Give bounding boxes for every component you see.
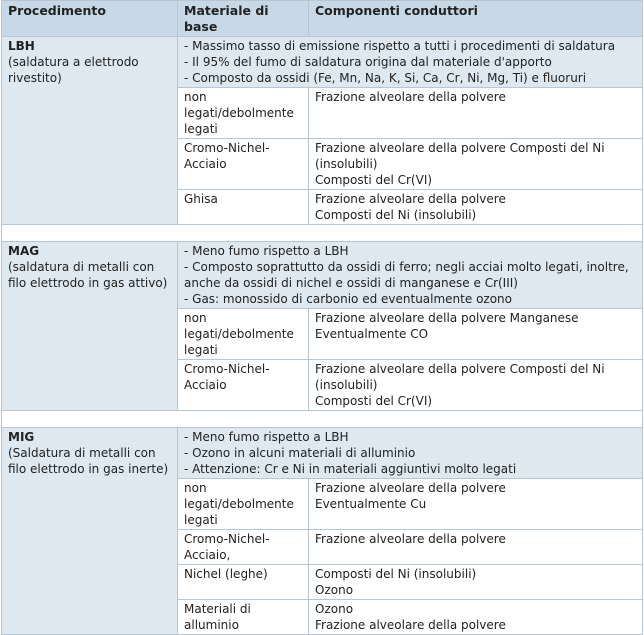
note-item: - Ozono in alcuni materiali di alluminio	[184, 446, 416, 460]
procedure-title: LBH	[8, 39, 35, 53]
section-mig-header	[2, 428, 643, 479]
material-cell: Cromo-Nichel-Acciaio,	[178, 530, 309, 565]
note-item: - Meno fumo rispetto a LBH	[184, 244, 349, 258]
spacer-row	[2, 225, 643, 242]
material-cell: non legati/debolmente legati	[178, 479, 309, 530]
component-line: Frazione alveolare della polvere Composti del Ni (insolubili)	[315, 362, 605, 392]
component-line: Composti del Cr(VI)	[315, 173, 433, 187]
components-cell	[309, 479, 643, 530]
component-line: Frazione alveolare della polvere	[315, 481, 506, 495]
components-cell	[309, 309, 643, 360]
component-line: Frazione alveolare della polvere	[315, 192, 506, 206]
note-item: - Meno fumo rispetto a LBH	[184, 430, 349, 444]
material-cell: Ghisa	[178, 190, 309, 225]
components-cell	[309, 360, 643, 411]
material-cell: Cromo-Nichel-Acciaio	[178, 360, 309, 411]
component-line: Ozono	[315, 602, 354, 616]
components-cell	[309, 190, 643, 225]
components-cell	[309, 565, 643, 600]
spacer-row	[2, 411, 643, 428]
material-cell: non legati/debolmente legati	[178, 88, 309, 139]
welding-fumes-table	[1, 0, 643, 635]
procedure-subtitle: (saldatura a elettrodo rivestito)	[8, 55, 139, 85]
material-cell: Nichel (leghe)	[178, 565, 309, 600]
component-line: Ozono	[315, 583, 354, 597]
note-item: - Gas: monossido di carbonio ed eventualmente ozono	[184, 292, 512, 306]
procedure-cell-mag	[2, 242, 178, 411]
components-cell	[309, 88, 643, 139]
component-line: Frazione alveolare della polvere Composti del Ni (insolubili)	[315, 141, 605, 171]
material-cell: Materiali di alluminio	[178, 600, 309, 635]
component-line: Composti del Ni (insolubili)	[315, 567, 477, 581]
header-componenti: Componenti conduttori	[309, 1, 643, 37]
component-line: Frazione alveolare della polvere Manganese	[315, 311, 579, 325]
spacer-cell	[2, 411, 643, 428]
component-line: Frazione alveolare della polvere	[315, 90, 506, 104]
component-line: Eventualmente Cu	[315, 497, 427, 511]
component-line: Composti del Cr(VI)	[315, 394, 433, 408]
procedure-title: MIG	[8, 430, 35, 444]
components-cell	[309, 600, 643, 635]
components-cell	[309, 530, 643, 565]
material-cell: Cromo-Nichel-Acciaio	[178, 139, 309, 190]
spacer-cell	[2, 225, 643, 242]
section-mag-header	[2, 242, 643, 309]
note-item: - Massimo tasso di emissione rispetto a tutti i procedimenti di saldatura	[184, 39, 616, 53]
procedure-cell-mig	[2, 428, 178, 635]
component-line: Frazione alveolare della polvere	[315, 618, 506, 632]
material-cell: non legati/debolmente legati	[178, 309, 309, 360]
components-cell	[309, 139, 643, 190]
component-line: Frazione alveolare della polvere	[315, 532, 506, 546]
component-line: Eventualmente CO	[315, 327, 429, 341]
note-item: - Composto da ossidi (Fe, Mn, Na, K, Si, Ca, Cr, Ni, Mg, Ti) e fluoruri	[184, 71, 587, 85]
header-procedimento: Procedimento	[2, 1, 178, 37]
procedure-notes	[178, 37, 643, 88]
procedure-subtitle: (saldatura di metalli con filo elettrodo in gas attivo)	[8, 260, 168, 290]
procedure-title: MAG	[8, 244, 40, 258]
section-lbh-header	[2, 37, 643, 88]
procedure-notes	[178, 428, 643, 479]
header-row	[2, 1, 643, 37]
header-materiale: Materiale di base	[178, 1, 309, 37]
procedure-notes	[178, 242, 643, 309]
note-item: - Il 95% del fumo di saldatura origina dal materiale d'apporto	[184, 55, 552, 69]
procedure-subtitle: (Saldatura di metalli con filo elettrodo in gas inerte)	[8, 446, 169, 476]
procedure-cell-lbh	[2, 37, 178, 225]
note-item: - Composto soprattutto da ossidi di ferro; negli acciai molto legati, inoltre, anche da ossidi di nichel e ossidi di manganese e Cr(III)	[184, 260, 629, 290]
component-line: Composti del Ni (insolubili)	[315, 208, 477, 222]
note-item: - Attenzione: Cr e Ni in materiali aggiuntivi molto legati	[184, 462, 517, 476]
